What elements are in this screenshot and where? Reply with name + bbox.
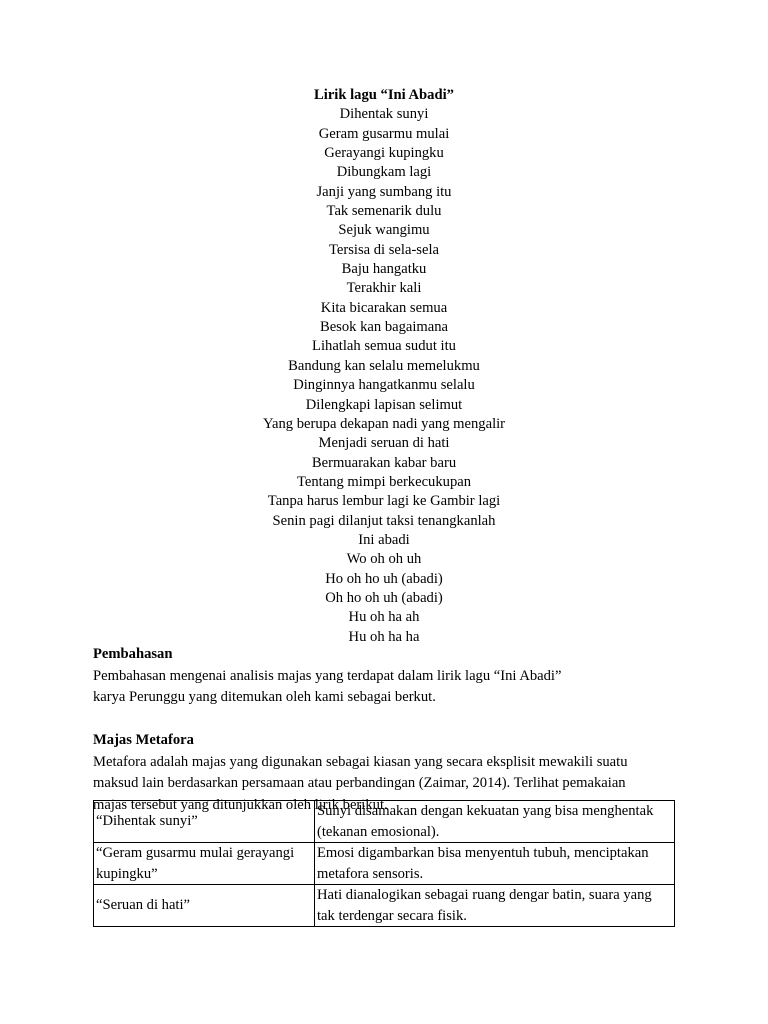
lyric-line: Geram gusarmu mulai <box>318 125 450 142</box>
lyric-line: Bandung kan selalu memelukmu <box>288 357 480 374</box>
metafora-paragraph-line: majas tersebut yang ditunjukkan oleh lirik berikut. <box>93 796 388 813</box>
lyric-cell: “Geram gusarmu mulai gerayangi kupingku” <box>94 843 315 885</box>
lyric-line: Ho oh ho uh (abadi) <box>325 570 443 587</box>
pembahasan-section <box>93 644 683 816</box>
table-row <box>94 801 675 843</box>
lyric-line: Tersisa di sela-sela <box>328 241 439 258</box>
lyric-line: Oh ho oh uh (abadi) <box>325 589 443 606</box>
lyric-line: Kita bicarakan semua <box>320 299 448 316</box>
lyric-line: Janji yang sumbang itu <box>316 183 452 200</box>
explanation-cell: Hati dianalogikan sebagai ruang dengar batin, suara yang tak terdengar secara fisik. <box>315 885 675 927</box>
lyric-line: Dihentak sunyi <box>339 106 429 123</box>
pembahasan-paragraph-line: Pembahasan mengenai analisis majas yang terdapat dalam lirik lagu “Ini Abadi” <box>93 667 562 684</box>
lyric-line: Bermuarakan kabar baru <box>311 454 457 471</box>
lyric-line: Senin pagi dilanjut taksi tenangkanlah <box>272 512 496 529</box>
lyric-line: Terakhir kali <box>346 280 422 297</box>
explanation-cell: Emosi digambarkan bisa menyentuh tubuh, menciptakan metafora sensoris. <box>315 843 675 885</box>
lyric-line: Lihatlah semua sudut itu <box>312 338 456 355</box>
lyrics-title: Lirik lagu “Ini Abadi” <box>314 87 454 103</box>
lyric-line: Yang berupa dekapan nadi yang mengalir <box>262 415 506 432</box>
lyrics-block <box>0 86 768 647</box>
metafora-paragraph-line: maksud lain berdasarkan persamaan atau perbandingan (Zaimar, 2014). Terlihat pemakaian <box>93 775 626 791</box>
lyric-line: Tak semenarik dulu <box>326 203 442 220</box>
lyric-line: Wo oh oh uh <box>346 551 422 568</box>
lyric-line: Tentang mimpi berkecukupan <box>296 473 472 490</box>
lyric-cell: “Dihentak sunyi” <box>94 801 315 843</box>
explanation-cell: Sunyi disamakan dengan kekuatan yang bisa menghentak (tekanan emosional). <box>315 801 675 843</box>
lyric-line: Gerayangi kupingku <box>324 145 444 162</box>
lyric-line: Baju hangatku <box>341 261 427 278</box>
lyric-line: Hu oh ha ah <box>348 609 420 626</box>
table-row <box>94 885 675 927</box>
pembahasan-heading: Pembahasan <box>93 646 173 662</box>
paragraph-spacer <box>93 709 683 731</box>
pembahasan-paragraph-line: karya Perunggu yang ditemukan oleh kami sebagai berkut. <box>93 689 436 705</box>
lyric-line: Hu oh ha ha <box>348 628 420 645</box>
lyric-line: Ini abadi <box>358 531 410 548</box>
lyric-line: Dilengkapi lapisan selimut <box>305 396 463 413</box>
lyric-line: Dinginnya hangatkanmu selalu <box>293 377 475 394</box>
table-row <box>94 843 675 885</box>
lyric-line: Dibungkam lagi <box>336 164 432 181</box>
metafora-heading: Majas Metafora <box>93 732 194 748</box>
lyric-cell: “Seruan di hati” <box>94 885 315 927</box>
metafora-table <box>93 800 675 927</box>
lyric-line: Besok kan bagaimana <box>319 319 449 336</box>
lyric-line: Sejuk wangimu <box>338 222 430 239</box>
lyric-line: Menjadi seruan di hati <box>318 435 450 452</box>
metafora-paragraph-line: Metafora adalah majas yang digunakan sebagai kiasan yang secara eksplisit mewakili suatu <box>93 753 628 770</box>
lyric-line: Tanpa harus lembur lagi ke Gambir lagi <box>267 493 501 510</box>
